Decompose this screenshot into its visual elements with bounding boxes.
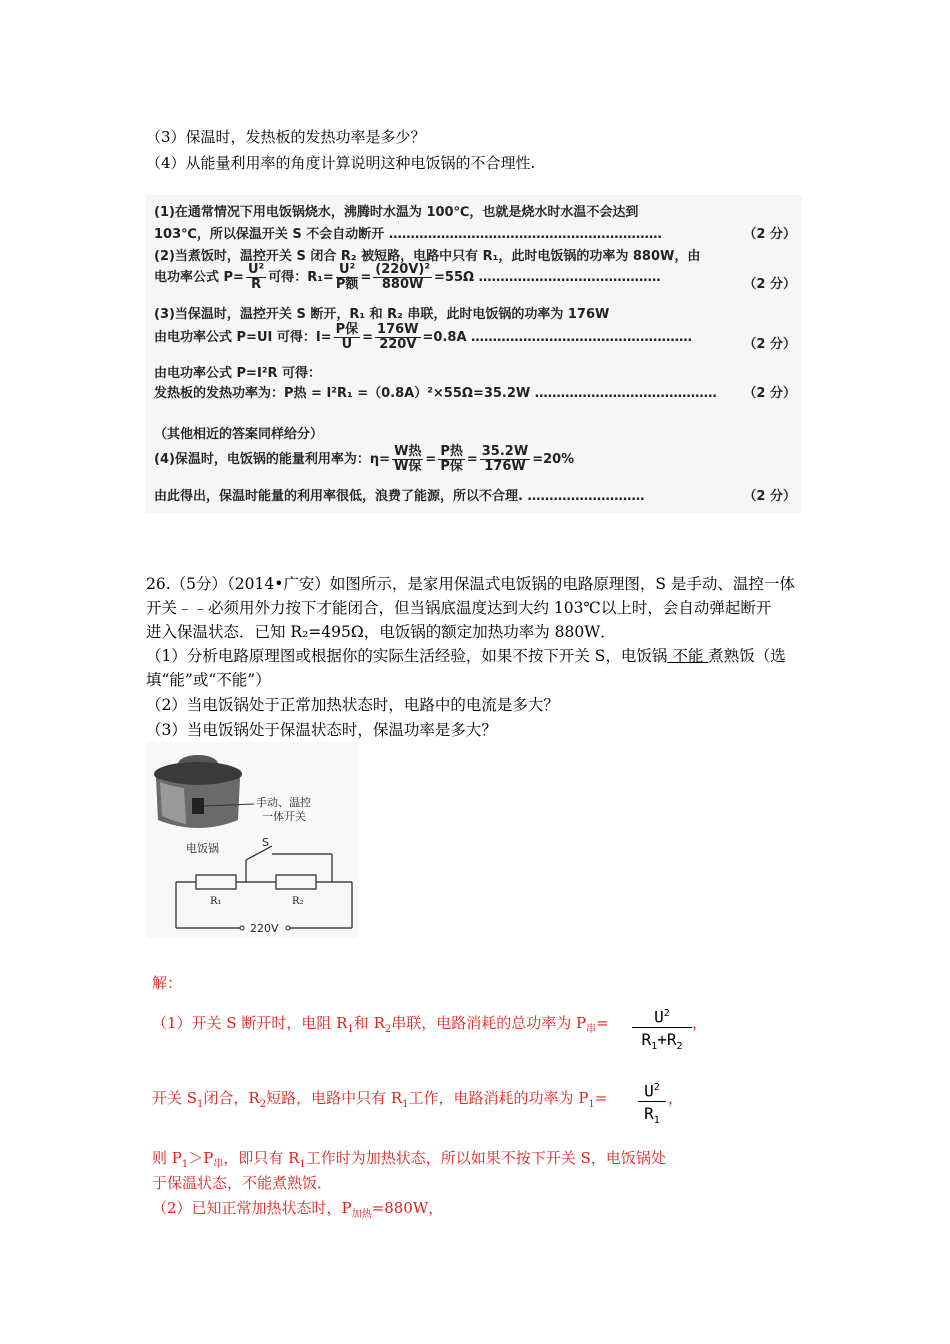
scan-line-9: （其他相近的答案同样给分） xyxy=(154,427,324,442)
fraction-numerator xyxy=(638,1078,666,1102)
subscript: 串 xyxy=(586,1024,597,1035)
solution-text: = xyxy=(594,1089,608,1107)
solution-text: （2）已知正常加热状态时，P xyxy=(152,1199,352,1217)
fraction xyxy=(246,263,266,292)
fraction-1 xyxy=(632,1004,692,1060)
subscript: 1 xyxy=(197,1099,204,1110)
problem-26-line-1: 26.（5分）（2014•广安）如图所示，是家用保温式电饭锅的电路原理图，S 是手动、温控一体 xyxy=(146,575,795,593)
score-label: （2 分） xyxy=(743,386,796,401)
subscript: 1 xyxy=(588,1099,595,1110)
fraction-denominator: R xyxy=(251,277,262,292)
fraction xyxy=(334,323,361,352)
scan-line-8: 发热板的发热功率为：P热 = I²R₁ =（0.8A）²×55Ω=35.2W …………………………………… xyxy=(154,386,717,401)
fraction-denominator xyxy=(638,1102,666,1133)
fill-in-answer: 不能 xyxy=(667,647,709,665)
score-label: （2 分） xyxy=(743,277,796,292)
fraction-numerator: U² xyxy=(247,262,265,277)
circuit-diagram xyxy=(146,742,358,938)
fraction-denominator: P额 xyxy=(335,277,359,292)
score-label: （2 分） xyxy=(743,227,796,242)
scan-line-11: 由此得出，保温时能量的利用率很低，浪费了能源，所以不合理. ……………………… xyxy=(154,489,645,504)
subscript: 1 xyxy=(181,1159,189,1170)
scan-text: =55Ω …………………………………… xyxy=(434,270,661,285)
solution-text: 开关 S xyxy=(152,1089,198,1107)
question-4: （4）从能量利用率的角度计算说明这种电饭锅的不合理性. xyxy=(146,154,536,172)
subscript: 1 xyxy=(402,1099,409,1110)
fraction-denominator xyxy=(632,1028,692,1059)
solution-text: （1）开关 S 断开时，电阻 R xyxy=(152,1014,348,1032)
scan-text: 电功率公式 P= xyxy=(154,270,244,285)
problem-text: （1）分析电路原理图或根据你的实际生活经验，如果不按下开关 S，电饭锅 xyxy=(146,647,668,665)
problem-26-line-3: 进入保温状态．已知 R₂=495Ω，电饭锅的额定加热功率为 880W． xyxy=(146,623,616,641)
fraction xyxy=(480,445,530,474)
subscript: 2 xyxy=(259,1099,267,1110)
r1-label: R₁ xyxy=(210,896,222,907)
fraction xyxy=(336,263,359,292)
scan-text: 可得：R₁= xyxy=(268,270,334,285)
superscript: 2 xyxy=(663,1008,670,1019)
fraction-numerator: U² xyxy=(336,263,359,278)
comma: ， xyxy=(692,1014,708,1032)
solution-line-4: 于保温状态，不能煮熟饭． xyxy=(152,1174,333,1192)
solution-text: =880W， xyxy=(371,1199,444,1217)
solution-text: 则 P xyxy=(152,1149,182,1167)
switch-knob xyxy=(192,798,204,814)
solution-text: ，即只有 R xyxy=(223,1149,300,1167)
fraction-numerator xyxy=(632,1004,692,1028)
subscript: 串 xyxy=(213,1159,224,1170)
scan-text: 由电功率公式 P=UI 可得：I= xyxy=(154,330,332,345)
r2-label: R₂ xyxy=(292,896,304,907)
problem-26-line-4 xyxy=(146,644,786,668)
scan-line-1: (1)在通常情况下用电饭锅烧水，沸腾时水温为 100℃，也就是烧水时水温不会达到 xyxy=(154,205,639,220)
solution-line-3 xyxy=(152,1147,666,1170)
fraction-denominator: U xyxy=(341,337,353,352)
fraction-denominator: 220V xyxy=(379,337,417,352)
subscript: 1 xyxy=(651,1041,658,1053)
fraction-numerator: P保 xyxy=(335,322,359,337)
fraction-denominator-text: R xyxy=(641,1030,652,1050)
solution-text: 短路，电路中只有 R xyxy=(266,1089,403,1107)
solution-text: 闭合，R xyxy=(203,1089,260,1107)
score-label: （2 分） xyxy=(743,489,796,504)
fraction-denominator: 176W xyxy=(484,459,526,474)
fraction-denominator-text: +R xyxy=(657,1030,677,1050)
fraction-numerator: (220V)² xyxy=(375,262,431,277)
fraction-numerator: P热 xyxy=(440,444,463,459)
superscript: 2 xyxy=(653,1082,660,1093)
terminal xyxy=(286,926,290,930)
score-label: （2 分） xyxy=(743,337,796,352)
subscript: 2 xyxy=(384,1024,392,1035)
subscript: 1 xyxy=(653,1115,660,1127)
fraction xyxy=(373,263,432,292)
voltage-label: 220V xyxy=(250,922,279,935)
terminal xyxy=(240,926,244,930)
scan-text: =0.8A …………………………………………… xyxy=(422,330,693,345)
solution-line-2 xyxy=(152,1087,607,1110)
solution-text: 和 R xyxy=(353,1014,385,1032)
scan-text: = xyxy=(425,452,437,467)
subscript: 加热 xyxy=(351,1209,372,1220)
fraction-denominator: W保 xyxy=(394,459,422,474)
scan-line-3: (2)当煮饭时，温控开关 S 闭合 R₂ 被短路，电路中只有 R₁，此时电饭锅的功率为 880W，由 xyxy=(154,249,701,264)
scan-text: = xyxy=(466,452,478,467)
scan-line-6 xyxy=(154,323,692,352)
problem-26-line-6: （2）当电饭锅处于正常加热状态时，电路中的电流是多大？ xyxy=(146,696,559,714)
subscript: 2 xyxy=(676,1041,683,1053)
switch-label-2: 一体开关 xyxy=(262,810,306,823)
subscript: 1 xyxy=(347,1024,354,1035)
cooker-label: 电饭锅 xyxy=(186,842,219,855)
scan-text: (4)保温时，电饭锅的能量利用率为：η= xyxy=(154,452,391,467)
scan-line-4 xyxy=(154,263,661,292)
rice-cooker-figure xyxy=(146,742,358,938)
scan-line-7: 由电功率公式 P=I²R 可得： xyxy=(154,366,322,381)
solution-text: ＞P xyxy=(188,1149,214,1167)
scan-text: = xyxy=(362,330,374,345)
fraction xyxy=(375,323,420,352)
fraction-denominator-text: R xyxy=(644,1104,654,1124)
fraction-denominator: P保 xyxy=(440,459,463,474)
solution-text: 工作，电路消耗的功率为 P xyxy=(408,1089,589,1107)
problem-text: 煮熟饭（选 xyxy=(708,647,786,665)
question-3: （3）保温时，发热板的发热功率是多少？ xyxy=(146,128,426,146)
solution-line-5 xyxy=(152,1197,443,1220)
fraction-numerator: 35.2W xyxy=(481,444,529,459)
comma: ， xyxy=(668,1089,684,1107)
scan-line-5: (3)当保温时，温控开关 S 断开，R₁ 和 R₂ 串联，此时电饭锅的功率为 176W xyxy=(154,307,610,322)
subscript: 1 xyxy=(299,1159,306,1170)
solution-text: = xyxy=(596,1014,609,1032)
problem-26-line-2: 开关﹣﹣必须用外力按下才能闭合，但当锅底温度达到大约 103℃以上时，会自动弹起断开 xyxy=(146,599,772,617)
fraction-numerator: W热 xyxy=(394,444,422,459)
fraction-2 xyxy=(638,1078,666,1134)
scanned-answer-image xyxy=(146,195,802,513)
scan-line-2: 103℃，所以保温开关 S 不会自动断开 ……………………………………………………… xyxy=(154,227,662,242)
fraction-numerator: 176W xyxy=(377,322,419,337)
fraction-denominator: 880W xyxy=(381,277,424,292)
solution-title: 解： xyxy=(152,974,183,992)
problem-26-line-5: 填“能”或“不能”） xyxy=(146,671,271,689)
scan-text: =20% xyxy=(532,452,575,467)
scan-line-10 xyxy=(154,445,574,474)
fraction-numerator-text: U xyxy=(644,1081,654,1101)
solution-text: 工作时为加热状态，所以如果不按下开关 S，电饭锅处 xyxy=(305,1149,666,1167)
solution-line-1 xyxy=(152,1012,609,1035)
fraction xyxy=(392,445,423,474)
switch-label: 手动、温控 xyxy=(256,796,311,809)
solution-text: 串联，电路消耗的总功率为 P xyxy=(391,1014,587,1032)
problem-26-line-7: （3）当电饭锅处于保温状态时，保温功率是多大？ xyxy=(146,721,497,739)
fraction-numerator-text: U xyxy=(654,1007,664,1027)
scan-text: = xyxy=(360,270,372,285)
fraction xyxy=(438,445,465,474)
switch-s-label: S xyxy=(262,836,269,849)
